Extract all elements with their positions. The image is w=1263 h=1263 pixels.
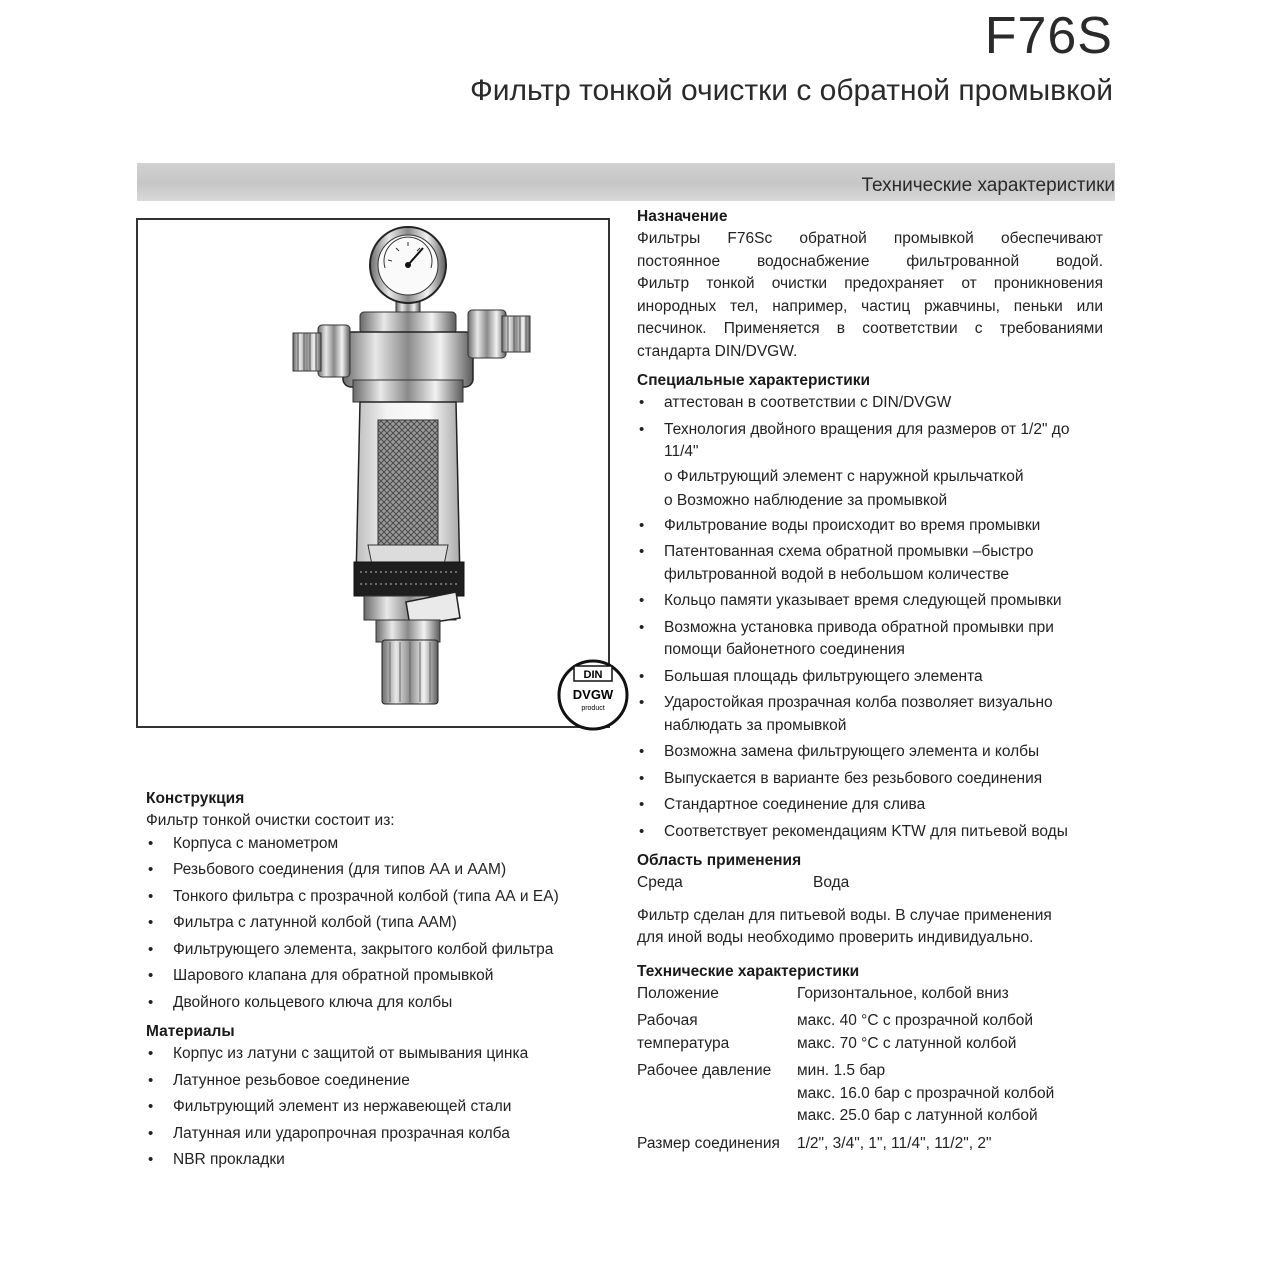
list-item: • Технология двойного вращения для размеров от 1/2" до 11/4" (639, 420, 1070, 460)
bullet-icon: • (639, 667, 645, 685)
list-item: • Латунное резьбовое соединение (146, 1070, 616, 1093)
right-column (637, 205, 1103, 1155)
list-item: • Шарового клапана для обратной промывкой (146, 965, 616, 988)
sub-list-item: о Фильтрующий элемент с наружной крыльчаткой (664, 467, 1024, 485)
purpose-line: песчинок. Применяется в соответствии с требованиями (637, 320, 1103, 337)
special-list-continued (637, 515, 1103, 844)
list-item: • Резьбового соединения (для типов АА и ААМ) (146, 859, 616, 882)
list-item: • Латунная или ударопрочная прозрачная колба (146, 1123, 616, 1146)
bullet-icon: • (148, 1045, 154, 1062)
bullet-icon: • (148, 914, 154, 931)
environment-value: Вода (813, 874, 850, 891)
bullet-icon: • (639, 420, 645, 438)
list-item: • Фильтрующий элемент из нержавеющей стали (146, 1096, 616, 1119)
bullet-icon: • (148, 940, 154, 958)
bullet-icon: • (148, 1124, 154, 1142)
din-dvgw-badge (559, 661, 627, 729)
construction-list (146, 833, 616, 1015)
list-item: • Возможна замена фильтрующего элемента и колбы (637, 741, 1103, 764)
specs-section (637, 960, 1103, 1156)
specs-heading: Технические характеристики (637, 962, 860, 980)
construction-section (146, 787, 616, 1014)
construction-heading: Конструкция (146, 790, 245, 807)
special-heading: Специальные характеристики (637, 372, 871, 389)
application-heading: Область применения (637, 852, 802, 869)
list-item: • Кольцо памяти указывает время следующей промывки (637, 590, 1103, 613)
list-item: • Ударостойкая прозрачная колба позволяет визуально наблюдать за промывкой (639, 694, 1053, 734)
purpose-heading: Назначение (637, 208, 728, 225)
list-item: • Патентованная схема обратной промывки –быстро фильтрованной водой в небольшом количестве (639, 543, 1034, 583)
purpose-section (637, 205, 1103, 363)
page-subtitle: Фильтр тонкой очистки с обратной промывкой (469, 74, 1113, 107)
spec-row-temperature (637, 1010, 1103, 1055)
list-item: • Фильтрующего элемента, закрытого колбой фильтра (146, 939, 616, 962)
inlet-connection-icon (293, 325, 350, 377)
construction-intro: Фильтр тонкой очистки состоит из: (146, 812, 395, 829)
list-item: • Большая площадь фильтрующего элемента (637, 666, 1103, 689)
list-item: • аттестован в соответствии с DIN/DVGW (637, 392, 1103, 415)
bullet-icon: • (639, 796, 645, 813)
purpose-line: Фильтр тонкой очистки предохраняет от проникновения (637, 275, 1103, 292)
spec-value: 1/2", 3/4", 1", 11/4", 11/2", 2" (797, 1134, 992, 1152)
special-list (637, 392, 1103, 464)
spec-value: мин. 1.5 бар макс. 16.0 бар с прозрачной колбой макс. 25.0 бар с латунной колбой (797, 1062, 1055, 1124)
purpose-line: стандарта DIN/DVGW. (637, 342, 798, 360)
bullet-icon: • (639, 516, 645, 534)
spec-value: макс. 40 °С с прозрачной колбой макс. 70 °С с латунной колбой (797, 1012, 1034, 1052)
filter-drawing (138, 220, 614, 726)
badge-product-text: product (581, 705, 605, 712)
spec-row-size (637, 1133, 1103, 1156)
list-item: • Выпускается в варианте без резьбового соединения (637, 768, 1103, 791)
purpose-line: инородных тел, например, частиц ржавчины, пеньки или (637, 297, 1103, 315)
special-features-section (637, 369, 1103, 843)
bullet-icon: • (639, 394, 645, 411)
application-note: для иной воды необходимо проверить индивидуально. (637, 929, 1034, 946)
section-band-label: Технические характеристики (861, 175, 1115, 196)
bullet-icon: • (639, 694, 645, 711)
spec-row-pressure (637, 1060, 1103, 1128)
purpose-line: Фильтры F76Sс обратной промывкой обеспечивают (637, 230, 1103, 247)
list-item: • Корпус из латуни с защитой от вымывания цинка (146, 1043, 616, 1066)
bullet-icon: • (148, 834, 154, 852)
transparent-bowl (356, 402, 460, 580)
special-sub-list (637, 466, 1103, 513)
bullet-icon: • (148, 993, 154, 1011)
memory-ring (354, 562, 464, 596)
materials-section (146, 1020, 616, 1172)
list-item: • Тонкого фильтра с прозрачной колбой (типа АА и ЕА) (146, 886, 616, 909)
bullet-icon: • (639, 543, 645, 560)
list-item: • Соответствует рекомендациям KTW для питьевой воды (637, 821, 1103, 844)
spec-label: Положение (637, 984, 719, 1002)
product-illustration (136, 218, 614, 728)
list-item: • NBR прокладки (146, 1149, 616, 1172)
section-band (137, 163, 1115, 201)
spec-value: Горизонтальное, колбой вниз (797, 984, 1009, 1002)
environment-label: Среда (637, 874, 683, 891)
list-item: • Стандартное соединение для слива (637, 794, 1103, 817)
outlet-connection-icon (468, 310, 530, 358)
bullet-icon: • (639, 618, 645, 636)
badge-dvgw-text: DVGW (572, 687, 614, 702)
bullet-icon: • (639, 592, 645, 609)
list-item: • Фильтра с латунной колбой (типа ААМ) (146, 912, 616, 935)
bullet-icon: • (148, 1098, 154, 1115)
spec-label: Рабочая температура (637, 1012, 730, 1052)
spec-label: Размер соединения (637, 1134, 780, 1152)
filter-head (343, 312, 473, 402)
application-section (637, 849, 1103, 950)
purpose-line: постоянное водоснабжение фильтрованной водой. (637, 252, 1103, 270)
bullet-icon: • (148, 861, 154, 878)
bullet-icon: • (148, 887, 154, 905)
bullet-icon: • (148, 1151, 154, 1168)
materials-heading: Материалы (146, 1023, 235, 1040)
list-item: • Фильтрование воды происходит во время промывки (637, 515, 1103, 538)
bullet-icon: • (639, 822, 645, 840)
model-title: F76S (984, 7, 1113, 65)
spec-label: Рабочее давление (637, 1062, 772, 1079)
manometer-icon (370, 227, 446, 320)
application-note: Фильтр сделан для питьевой воды. В случае применения (637, 906, 1052, 924)
sub-list-item: о Возможно наблюдение за промывкой (664, 492, 948, 509)
environment-row (637, 872, 1103, 895)
bullet-icon: • (639, 743, 645, 760)
bullet-icon: • (639, 769, 645, 787)
list-item: • Корпуса с манометром (146, 833, 616, 856)
list-item: • Двойного кольцевого ключа для колбы (146, 992, 616, 1015)
list-item: • Возможна установка привода обратной промывки при помощи байонетного соединения (639, 618, 1054, 658)
badge-din-text: DIN (583, 669, 603, 681)
left-column (146, 787, 616, 1176)
materials-list (146, 1043, 616, 1172)
spec-row-position (637, 983, 1103, 1006)
flush-valve-icon (364, 592, 460, 704)
bullet-icon: • (148, 1071, 154, 1089)
bullet-icon: • (148, 967, 154, 984)
